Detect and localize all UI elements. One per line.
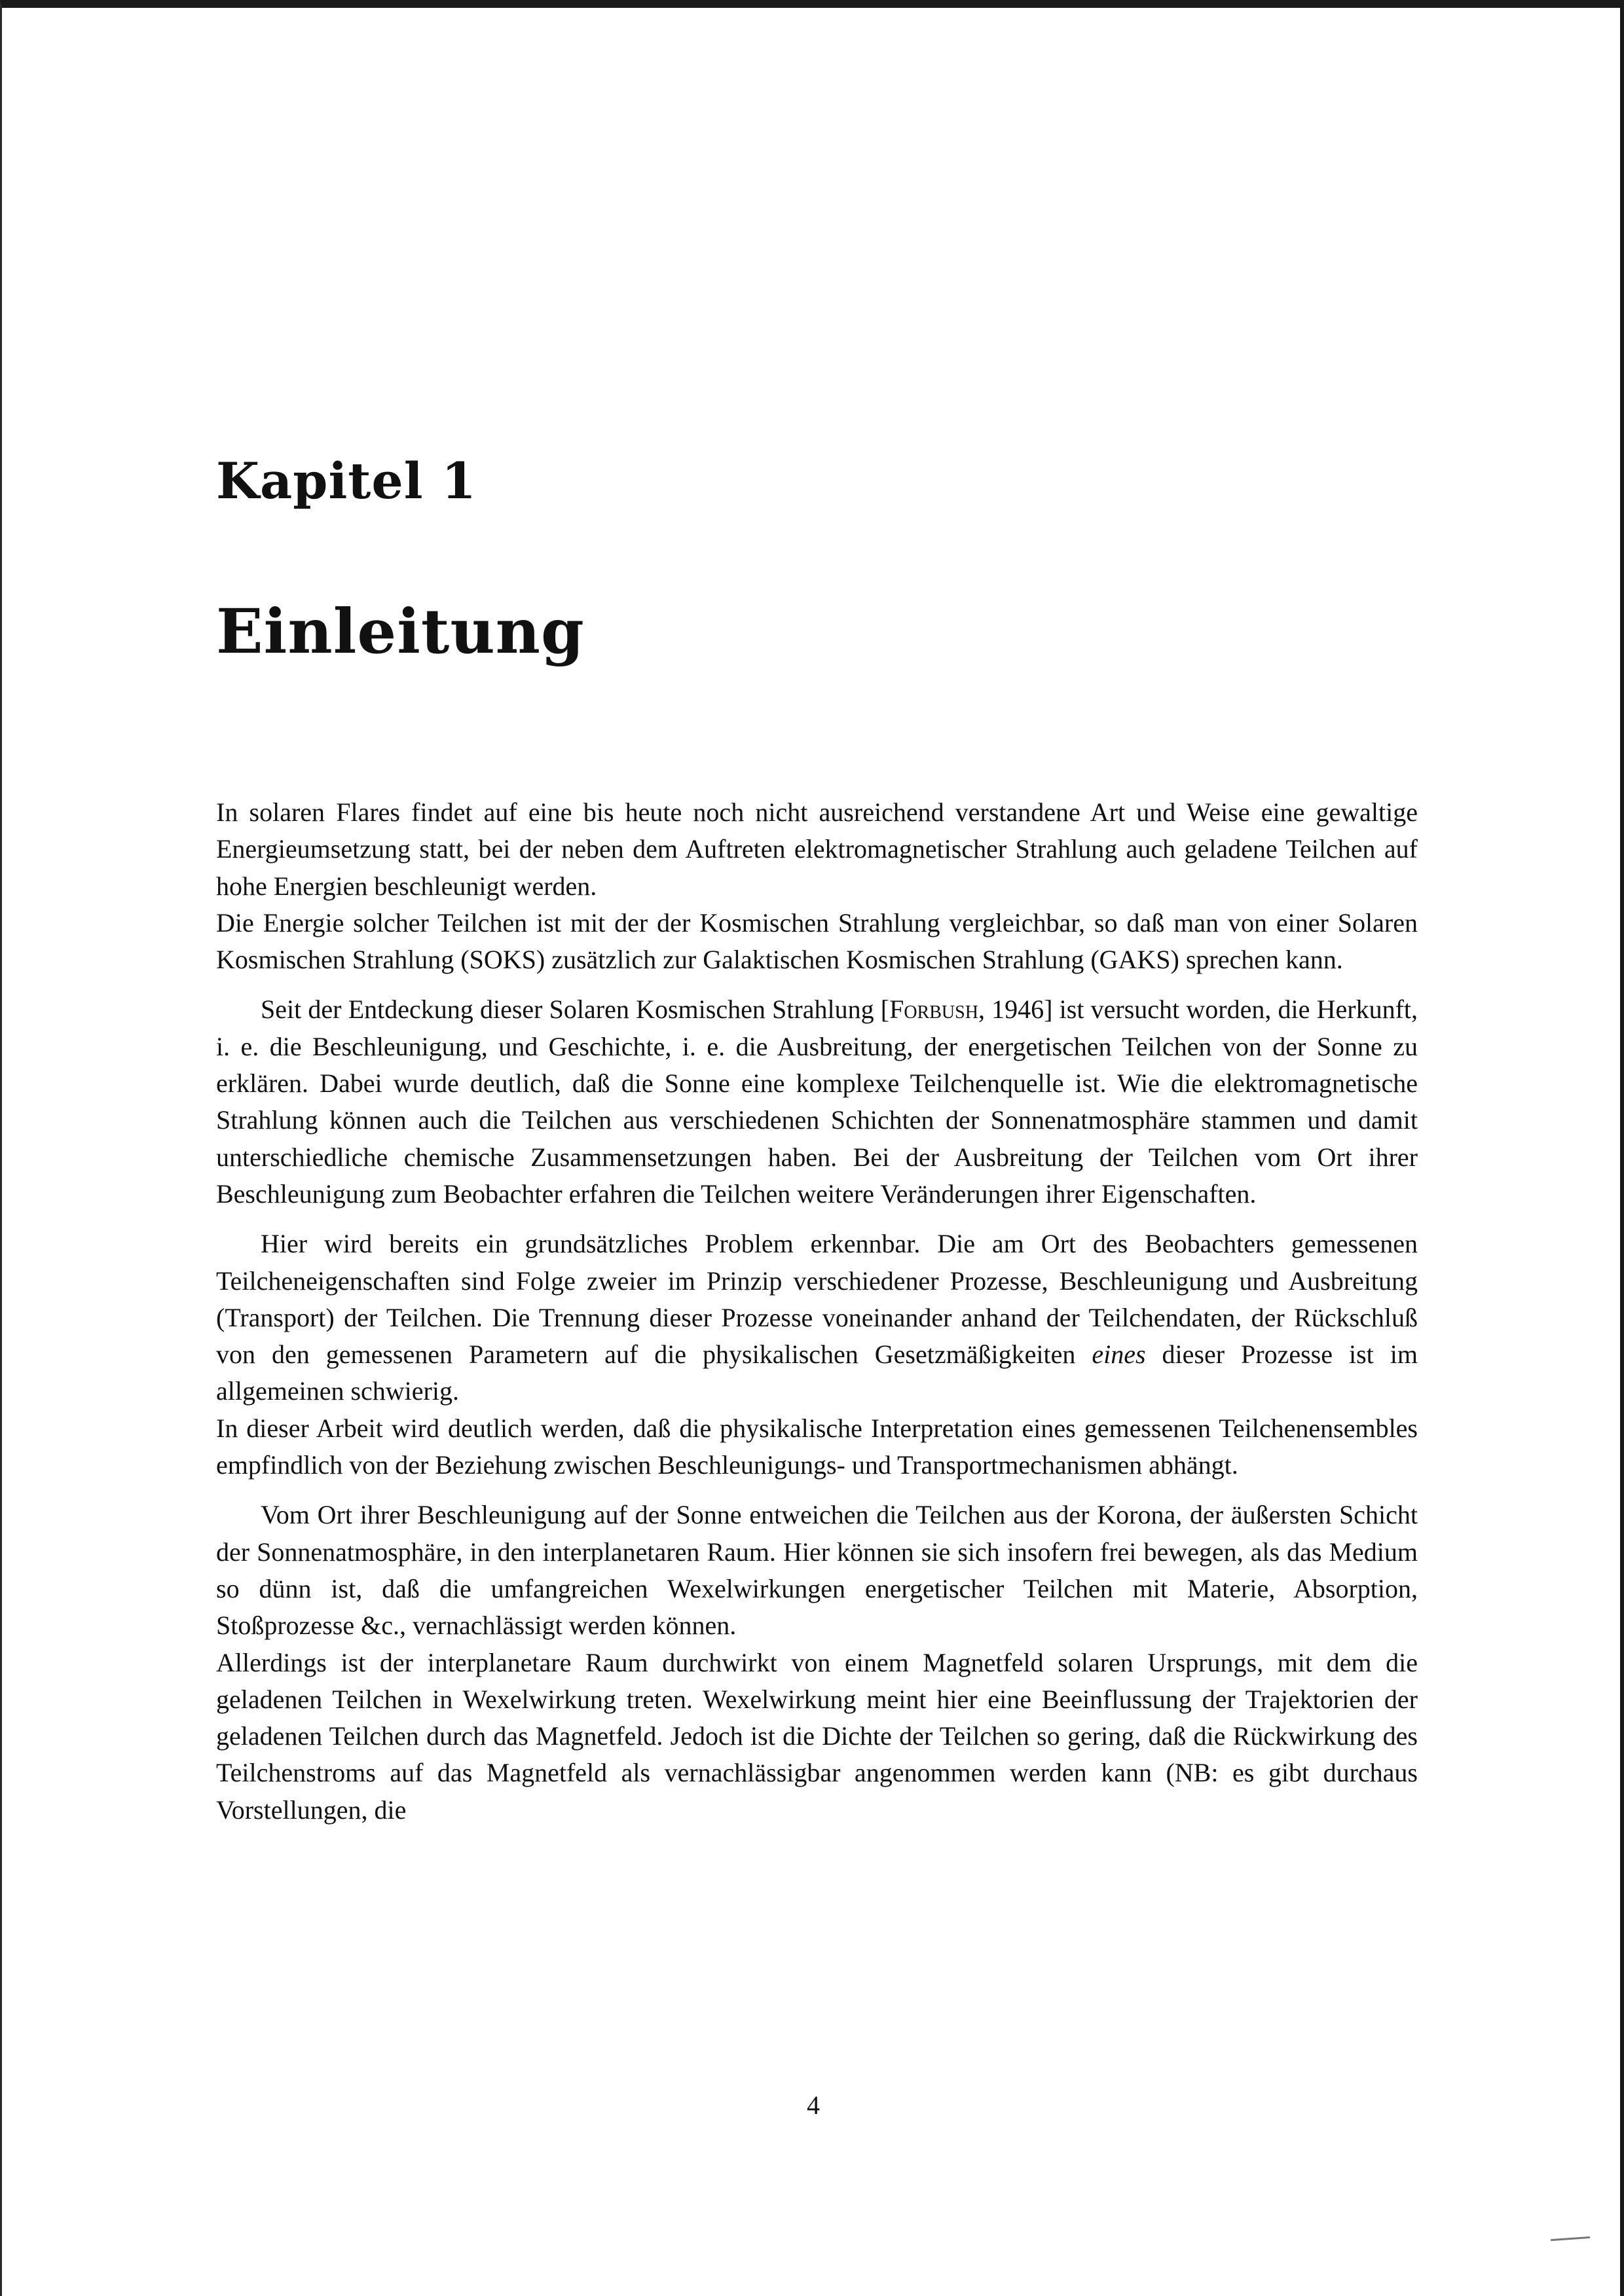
- chapter-title: Einleitung: [216, 596, 585, 668]
- paragraph-2: Die Energie solcher Teilchen ist mit der der Kosmischen Strahlung vergleichbar, so daß man von einer Solaren Kosmischen Strahlung (SOKS) zusätzlich zur Galaktischen Kosmischen Strahlung (GAKS) sprechen kann.: [216, 907, 1418, 975]
- emphasis-word: eines: [1092, 1339, 1146, 1370]
- paragraph-4-text-before-emphasis: Hier wird bereits ein grundsätzliches Problem erkennbar. Die am Ort des Beobachters gemessenen Teilcheneigenschaften sind Folge zweier im Prinzip verschiedener Prozesse, Beschleunigung und Ausbreitung (Transport) der Teilchen. Die Trennung dieser Prozesse voneinander anhand der Teilchendaten, der Rückschluß von den gemessenen Parametern auf die physikalischen Gesetzmäßigkeiten: [216, 1229, 1418, 1370]
- chapter-label: Kapitel 1: [216, 452, 477, 510]
- paragraph-7: Allerdings ist der interplanetare Raum durchwirkt von einem Magnetfeld solaren Ursprungs, mit dem die geladenen Teilchen in Wexelwirkung treten. Wexelwirkung meint hier eine Beeinflussung der Trajektorien der geladenen Teilchen durch das Magnetfeld. Jedoch ist die Dichte der Teilchen so gering, daß die Rückwirkung des Teilchenstroms auf das Magnetfeld als vernachlässigbar angenommen werden kann (NB: es gibt durchaus Vorstellungen, die: [216, 1647, 1418, 1825]
- paragraph-4-text-after-emphasis: dieser Prozesse ist im allgemeinen schwierig.: [216, 1339, 1418, 1406]
- paragraph-6: Vom Ort ihrer Beschleunigung auf der Sonne entweichen die Teilchen aus der Korona, der äußersten Schicht der Sonnenatmosphäre, in den interplanetaren Raum. Hier können sie sich insofern frei bewegen, als das Medium so dünn ist, daß die umfangreichen Wexelwirkungen energetischer Teilchen mit Materie, Absorption, Stoßprozesse &c., vernachlässigt werden können.: [216, 1500, 1418, 1641]
- citation-author: Forbush: [889, 994, 978, 1025]
- paragraph-3: [216, 991, 1418, 1212]
- paragraph-3-text-before-citation: Seit der Entdeckung dieser Solaren Kosmischen Strahlung [: [261, 994, 890, 1025]
- paragraph-5: In dieser Arbeit wird deutlich werden, daß die physikalische Interpretation eines gemessenen Teilchenensembles empfindlich von der Beziehung zwischen Beschleunigungs- und Transportmechanismen abhängt.: [216, 1413, 1418, 1480]
- body-text: [216, 794, 1418, 1829]
- paragraph-3-text-after-citation: , 1946] ist versucht worden, die Herkunft, i. e. die Beschleunigung, und Geschichte, i. e. die Ausbreitung, der energetischen Teilchen von der Sonne zu erklären. Dabei wurde deutlich, daß die Sonne eine komplexe Teilchenquelle ist. Wie die elektromagnetische Strahlung können auch die Teilchen aus verschiedenen Schichten der Sonnenatmosphäre stammen und damit unterschiedliche chemische Zusammensetzungen haben. Bei der Ausbreitung der Teilchen vom Ort ihrer Beschleunigung zum Beobachter erfahren die Teilchen weitere Veränderungen ihrer Eigenschaften.: [216, 994, 1418, 1209]
- page-number: 4: [807, 2090, 820, 2120]
- paragraph-1: In solaren Flares findet auf eine bis heute noch nicht ausreichend verstandene Art und Weise eine gewaltige Energieumsetzung statt, bei der neben dem Auftreten elektromagnetischer Strahlung auch geladene Teilchen auf hohe Energien beschleunigt werden.: [216, 797, 1418, 901]
- paragraph-4: [216, 1226, 1418, 1410]
